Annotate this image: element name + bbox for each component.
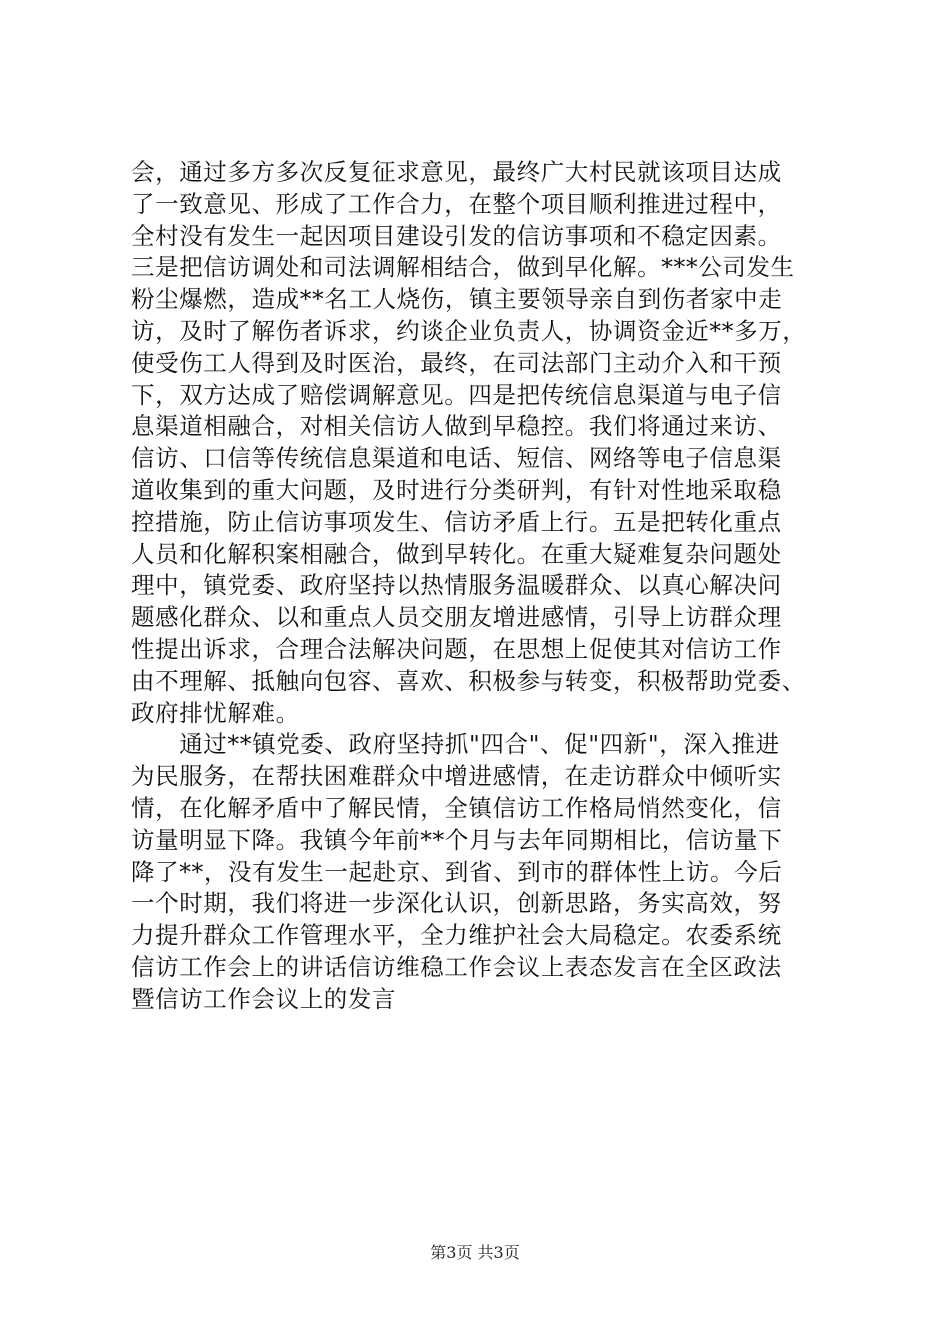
text-line: 理中，镇党委、政府坚持以热情服务温暖群众、以真心解决问	[131, 571, 782, 600]
text-line: 控措施，防止信访事项发生、信访矛盾上行。五是把转化重点	[131, 507, 782, 536]
page-number: 第3页 共3页	[430, 1243, 520, 1262]
text-line: 暨信访工作会议上的发言	[131, 984, 397, 1013]
text-line: 信访工作会上的讲话信访维稳工作会议上表态发言在全区政法	[131, 952, 782, 981]
text-line: 全村没有发生一起因项目建设引发的信访事项和不稳定因素。	[131, 221, 782, 250]
text-line: 题感化群众、以和重点人员交朋友增进感情，引导上访群众理	[131, 603, 782, 632]
text-line: 息渠道相融合，对相关信访人做到早稳控。我们将通过来访、	[131, 412, 782, 441]
text-line: 政府排忧解难。	[131, 698, 300, 727]
text-line: 情，在化解矛盾中了解民情，全镇信访工作格局悄然变化，信	[131, 793, 782, 822]
text-line: 三是把信访调处和司法调解相结合，做到早化解。***公司发生	[131, 253, 795, 282]
text-line: 人员和化解积案相融合，做到早转化。在重大疑难复杂问题处	[131, 539, 782, 568]
text-line: 信访、口信等传统信息渠道和电话、短信、网络等电子信息渠	[131, 444, 782, 473]
text-line: 力提升群众工作管理水平，全力维护社会大局稳定。农委系统	[131, 921, 782, 950]
text-line: 使受伤工人得到及时医治，最终，在司法部门主动介入和干预	[131, 348, 782, 377]
text-line: 为民服务，在帮扶困难群众中增进感情，在走访群众中倾听实	[131, 762, 782, 791]
text-line: 降了**，没有发生一起赴京、到省、到市的群体性上访。今后	[131, 857, 783, 886]
text-line: 访，及时了解伤者诉求，约谈企业负责人，协调资金近**多万，	[131, 316, 807, 345]
text-line: 访量明显下降。我镇今年前**个月与去年同期相比，信访量下	[131, 825, 783, 854]
text-line: 由不理解、抵触向包容、喜欢、积极参与转变，积极帮助党委、	[131, 666, 806, 695]
text-line: 性提出诉求，合理合法解决问题，在思想上促使其对信访工作	[131, 634, 782, 663]
text-line: 会，通过多方多次反复征求意见，最终广大村民就该项目达成	[131, 158, 782, 186]
text-line: 了一致意见、形成了工作合力，在整个项目顺利推进过程中，	[131, 189, 782, 218]
document-body	[131, 157, 831, 1016]
text-line: 一个时期，我们将进一步深化认识，创新思路，务实高效，努	[131, 889, 782, 918]
text-line: 粉尘爆燃，造成**名工人烧伤，镇主要领导亲自到伤者家中走	[131, 285, 783, 314]
text-line: 通过**镇党委、政府坚持抓"四合"、促"四新"，深入推进	[131, 730, 780, 759]
text-line: 道收集到的重大问题，及时进行分类研判，有针对性地采取稳	[131, 475, 782, 504]
text-line: 下，双方达成了赔偿调解意见。四是把传统信息渠道与电子信	[131, 380, 782, 409]
